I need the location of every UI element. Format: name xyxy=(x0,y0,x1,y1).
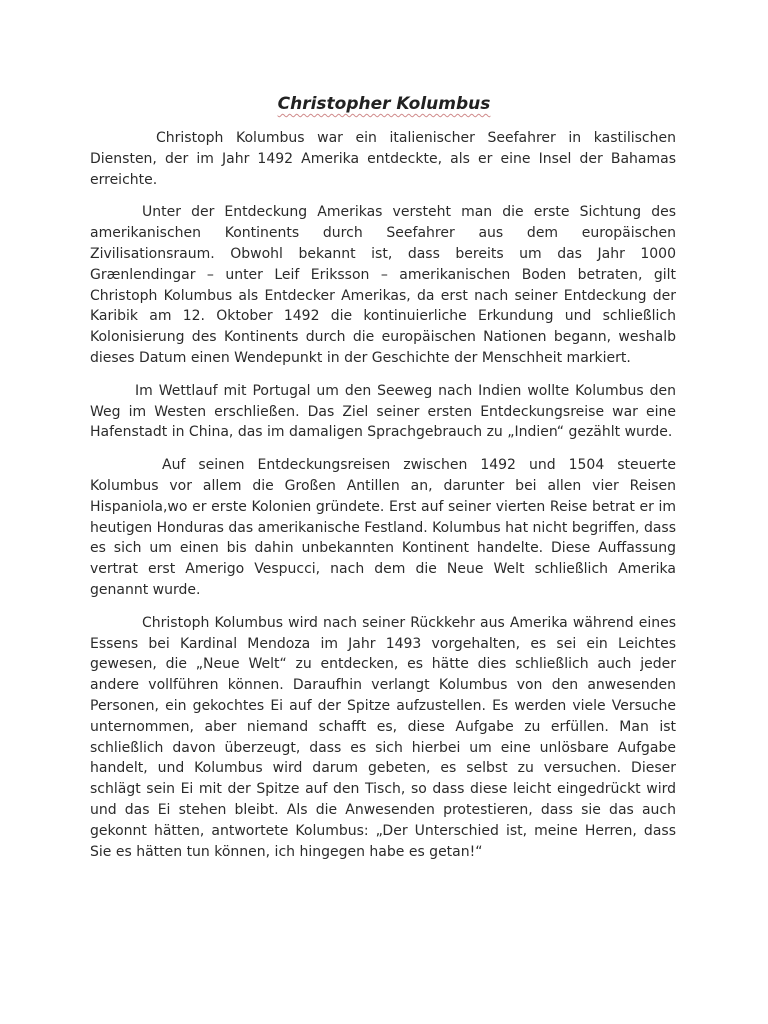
document-body xyxy=(90,128,676,862)
paragraph-5: Christoph Kolumbus wird nach seiner Rückkehr aus Amerika während eines Essens bei Kardinal Mendoza im Jahr 1493 vorgehalten, es sei ein Leichtes gewesen, die „Neue Welt“ zu entdecken, es hätte dies schließlich auch jeder andere vollführen können. Daraufhin verlangt Kolumbus von den anwesenden Personen, ein gekochtes Ei auf der Spitze aufzustellen. Es werden viele Versuche unternommen, aber niemand schafft es, diese Aufgabe zu erfüllen. Man ist schließlich davon überzeugt, dass es sich hierbei um eine unlösbare Aufgabe handelt, und Kolumbus wird darum gebeten, es selbst zu versuchen. Dieser schlägt sein Ei mit der Spitze auf den Tisch, so dass diese leicht eingedrückt wird und das Ei stehen bleibt. Als die Anwesenden protestieren, dass sie das auch gekonnt hätten, antwortete Kolumbus: „Der Unterschied ist, meine Herren, dass Sie es hätten tun können, ich hingegen habe es getan!“ xyxy=(90,614,676,860)
paragraph-3: Im Wettlauf mit Portugal um den Seeweg nach Indien wollte Kolumbus den Weg im Westen erschließen. Das Ziel seiner ersten Entdeckungsreise war eine Hafenstadt in China, das im damaligen Sprachgebrauch zu „Indien“ gezählt wurde. xyxy=(90,382,676,441)
document-title xyxy=(0,92,768,116)
paragraph-2: Unter der Entdeckung Amerikas versteht man die erste Sichtung des amerikanischen Kontinents durch Seefahrer aus dem europäischen Zivilisationsraum. Obwohl bekannt ist, dass bereits um das Jahr 1000 Grænlendingar – unter Leif Eriksson – amerikanischen Boden betraten, gilt Christoph Kolumbus als Entdecker Amerikas, da erst nach seiner Entdeckung der Karibik am 12. Oktober 1492 die kontinuierliche Erkundung und schließlich Kolonisierung des Kontinents durch die europäischen Nationen begann, weshalb dieses Datum einen Wendepunkt in der Geschichte der Menschheit markiert. xyxy=(90,204,676,366)
paragraph-4: Auf seinen Entdeckungsreisen zwischen 1492 und 1504 steuerte Kolumbus vor allem die Großen Antillen an, darunter bei allen vier Reisen Hispaniola,wo er erste Kolonien gründete. Erst auf seiner vierten Reise betrat er im heutigen Honduras das amerikanische Festland. Kolumbus hat nicht begriffen, dass es sich um einen bis dahin unbekannten Kontinent handelte. Diese Auffassung vertrat erst Amerigo Vespucci, nach dem die Neue Welt schließlich Amerika genannt wurde. xyxy=(90,457,676,598)
paragraph-1: Christoph Kolumbus war ein italienischer Seefahrer in kastilischen Diensten, der im Jahr 1492 Amerika entdeckte, als er eine Insel der Bahamas erreichte. xyxy=(90,130,676,188)
document-title-text: Christopher Kolumbus xyxy=(277,94,491,114)
